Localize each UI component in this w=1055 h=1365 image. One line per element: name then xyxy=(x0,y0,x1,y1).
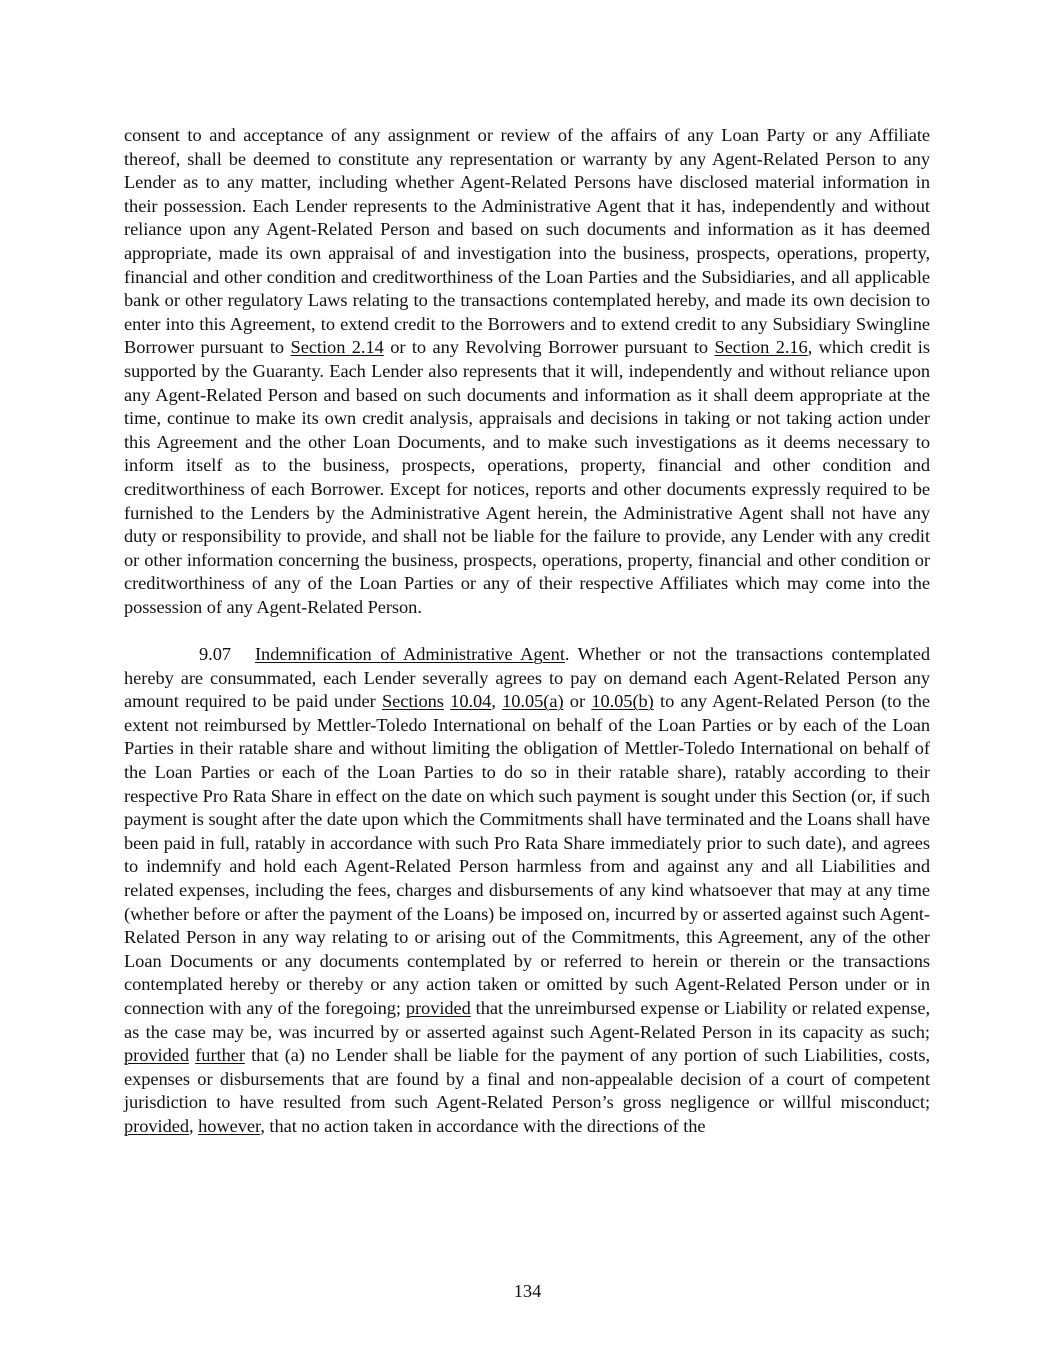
page-number: 134 xyxy=(513,1281,542,1301)
text-segment: to any Agent-Related Person (to the extent not reimbursed by Mettler-Toledo International on behalf of the Loan Parties or by each of the Loan Parties in their ratable share and without limiting the obligation of Mettler-Toledo International on behalf of the Loan Parties or each of the Loan Parties to do so in their ratable share), ratably according to their respective Pro Rata Share in effect on the date on which such payment is sought under this Section (or, if such payment is sought after the date upon which the Commitments shall have terminated and the Loans shall have been paid in full, ratably in accordance with such Pro Rata Share immediately prior to such date), and agrees to indemnify and hold each Agent-Related Person harmless from and against any and all Liabilities and related expenses, including the fees, charges and disbursements of any kind whatsoever that may at any time (whether before or after the payment of the Loans) be imposed on, incurred by or asserted against such Agent-Related Person in any way relating to or arising out of the Commitments, this Agreement, any of the other Loan Documents or any documents contemplated by or referred to herein or therein or the transactions contemplated hereby or thereby or any action taken or omitted by such Agent-Related Person under or in connection with any of the foregoing; xyxy=(124,691,931,1018)
text-segment: or xyxy=(563,691,592,712)
text-segment: consent to and acceptance of any assignment or review of the affairs of any Loan Party or any Affiliate thereof, shall be deemed to constitute any representation or warranty by any Agent-Related Person to any Lender as to any matter, including whether Agent-Related Persons have disclosed material information in their possession. Each Lender represents to the Administrative Agent that it has, independently and without reliance upon any Agent-Related Person and based on such documents and information as it has deemed appropriate, made its own appraisal of and investigation into the business, prospects, operations, property, financial and other condition and creditworthiness of the Loan Parties and the Subsidiaries, and all applicable bank or other regulatory Laws relating to the transactions contemplated hereby, and made its own decision to enter into this Agreement, to extend credit to the Borrowers and to extend credit to any Subsidiary Swingline Borrower pursuant to xyxy=(124,125,930,358)
section-10-04-reference: 10.04 xyxy=(450,691,492,712)
text-segment: , xyxy=(188,1115,199,1136)
further-term: further xyxy=(195,1045,245,1066)
text-segment: or to any Revolving Borrower pursuant to xyxy=(383,337,715,358)
text-segment: that the unreimbursed expense or Liability or related expense, as the case may be, was incurred by or asserted against such Agent-Related Person in its capacity as such; xyxy=(124,997,930,1042)
section-2-16-reference: Section 2.16 xyxy=(714,337,808,358)
text-segment: , that no action taken in accordance with the directions of the xyxy=(260,1115,706,1136)
document-page xyxy=(124,124,930,1139)
section-heading: Indemnification of Administrative Agent xyxy=(254,644,565,665)
section-10-05a-reference: 10.05(a) xyxy=(502,691,564,712)
provided-term: provided xyxy=(124,1045,189,1066)
text-segment: . Whether or not the transactions contemplated hereby are consummated, each Lender severally agrees to pay on demand each Agent-Related Person any amount required to be paid under xyxy=(124,644,930,712)
however-term: however xyxy=(198,1115,261,1136)
paragraph-agent-reliance xyxy=(124,124,930,619)
provided-term: provided xyxy=(124,1115,189,1136)
section-2-14-reference: Section 2.14 xyxy=(290,337,384,358)
sections-reference-label: Sections xyxy=(381,691,444,712)
paragraph-spacer xyxy=(124,619,930,643)
text-segment: , xyxy=(491,691,503,712)
section-10-05b-reference: 10.05(b) xyxy=(591,691,654,712)
text-segment: , which credit is supported by the Guaranty. Each Lender also represents that it will, independently and without reliance upon any Agent-Related Person and based on such documents and information as it shall deem appropriate at the time, continue to make its own credit analysis, appraisals and decisions in taking or not taking action under this Agreement and the other Loan Documents, and to make such investigations as it deems necessary to inform itself as to the business, prospects, operations, property, financial and other condition and creditworthiness of each Borrower. Except for notices, reports and other documents expressly required to be furnished to the Lenders by the Administrative Agent herein, the Administrative Agent shall not have any duty or responsibility to provide, and shall not be liable for the failure to provide, any Lender with any credit or other information concerning the business, prospects, operations, property, financial and other condition or creditworthiness of any of the Loan Parties or any of their respective Affiliates which may come into the possession of any Agent-Related Person. xyxy=(124,337,930,617)
section-number: 9.07 xyxy=(199,644,231,665)
paragraph-section-9-07 xyxy=(124,643,930,1138)
text-segment: that (a) no Lender shall be liable for the payment of any portion of such Liabilities, costs, expenses or disbursements that are found by a final and non-appealable decision of a court of competent jurisdiction to have resulted from such Agent-Related Person’s gross negligence or willful misconduct; xyxy=(124,1045,930,1113)
provided-term: provided xyxy=(405,997,471,1018)
